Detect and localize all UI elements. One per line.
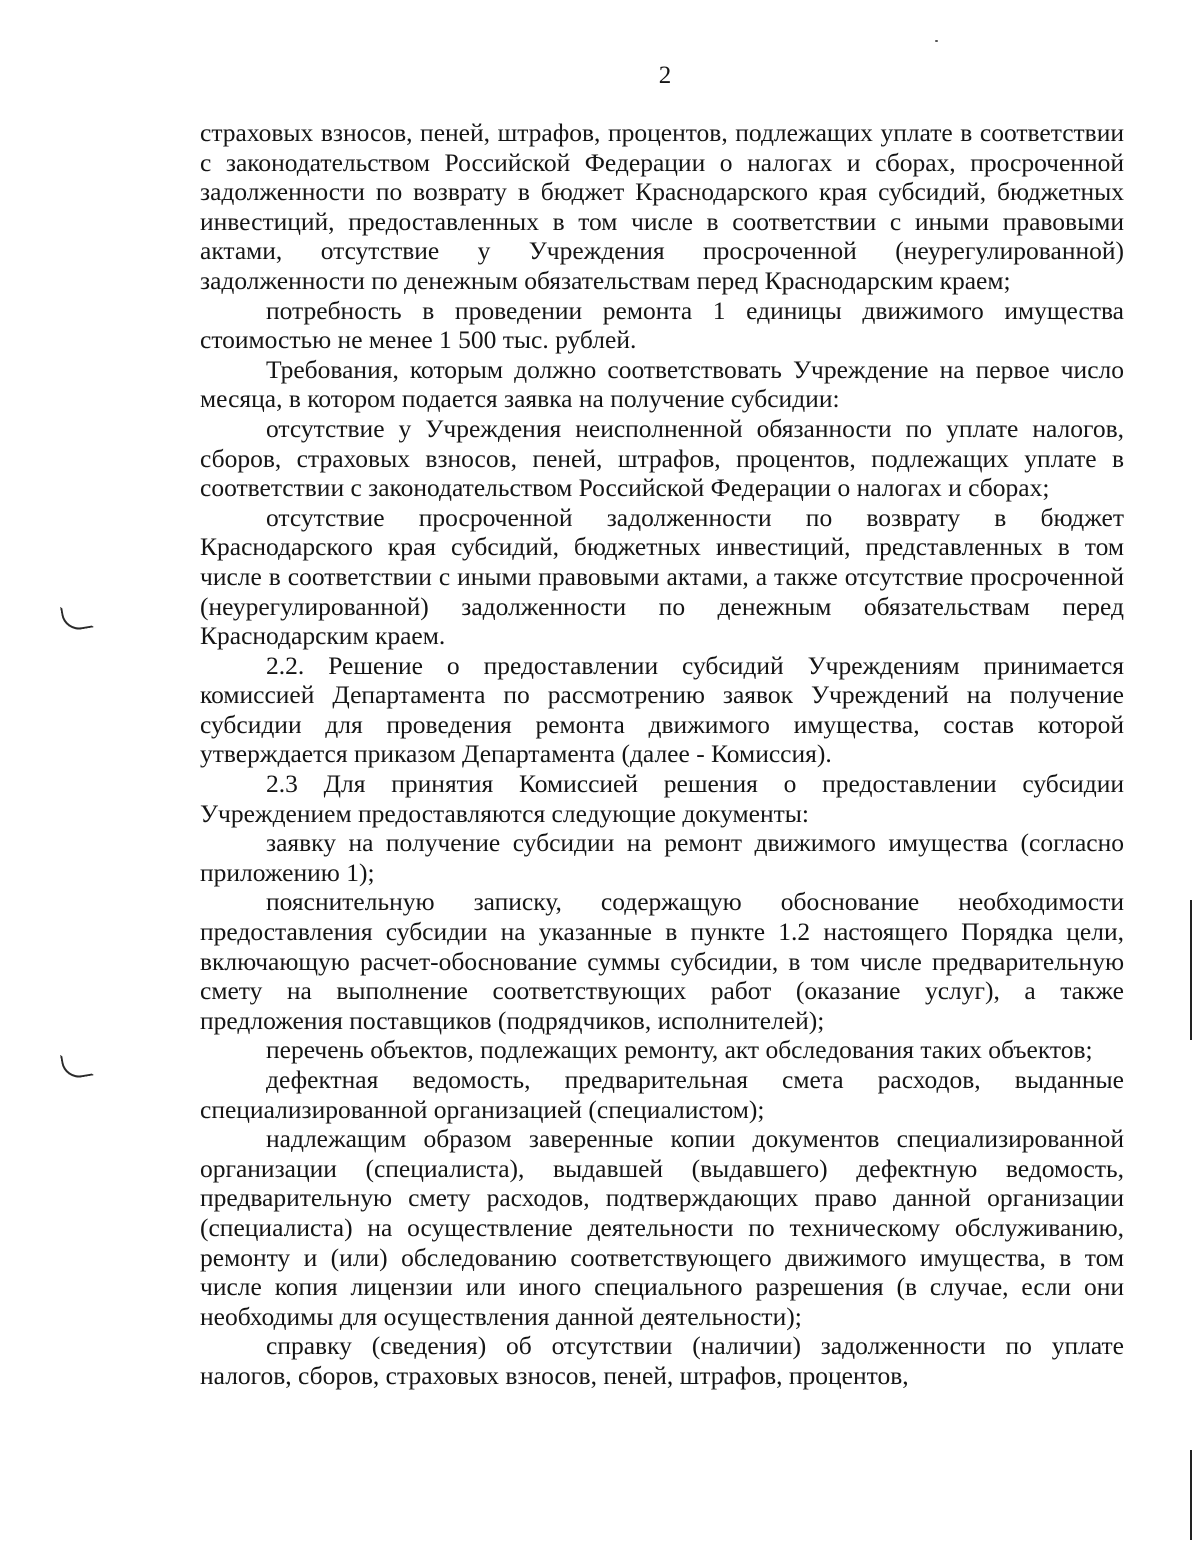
paragraph-no-overdue-debt: отсутствие просроченной задолженности по возврату в бюджет Краснодарского края субсидий, бюджетных инвестиций, представленных в том числе в соответствии с иными правовыми актами, а также отсутствие просроченной (неурегулированной) задолженности по денежным обязательствам перед Краснодарским краем. <box>200 502 1124 651</box>
paragraph-object-list: перечень объектов, подлежащих ремонту, акт обследования таких объектов; <box>266 1035 1093 1065</box>
paragraph-section-2-3: 2.3 Для принятия Комиссией решения о предоставлении субсидии Учреждением предоставляются следующие документы: <box>200 769 1124 828</box>
paragraph-section-2-2: 2.2. Решение о предоставлении субсидий Учреждениям принимается комиссией Департамента по рассмотрению заявок Учреждений на получение субсидии для проведения ремонта движимого имущества, состав которой утверждается приказом Департамента (далее - Комиссия). <box>200 650 1124 769</box>
paragraph-requirements-intro: Требования, которым должно соответствовать Учреждение на первое число месяца, в котором подается заявка на получение субсидии: <box>200 354 1124 414</box>
paragraph-debt-certificate: справку (сведения) об отсутствии (наличии) задолженности по уплате налогов, сборов, страховых взносов, пеней, штрафов, процентов, <box>200 1331 1124 1390</box>
punch-hole-mark-bottom <box>60 1050 94 1081</box>
paragraph-application: заявку на получение субсидии на ремонт движимого имущества (согласно приложению 1); <box>200 828 1124 887</box>
paragraph-no-tax-debt: отсутствие у Учреждения неисполненной обязанности по уплате налогов, сборов, страховых взносов, пеней, штрафов, процентов, подлежащих уплате в соответствии с законодательством Российской Федерации о налогах и сборах; <box>200 413 1124 503</box>
document-body <box>200 118 1124 1391</box>
paragraph-defect-statement: дефектная ведомость, предварительная смета расходов, выданные специализированной организацией (специалистом); <box>200 1065 1124 1124</box>
punch-hole-mark-top <box>60 602 94 633</box>
page-number: 2 <box>658 62 672 89</box>
scan-speck <box>935 40 938 42</box>
scan-edge-mark-lower <box>1190 1450 1192 1540</box>
scan-edge-mark <box>1190 900 1192 1040</box>
paragraph-repair-need: потребность в проведении ремонта 1 единицы движимого имущества стоимостью не менее 1 500 тыс. рублей. <box>200 295 1124 355</box>
paragraph-explanatory-note: пояснительную записку, содержащую обоснование необходимости предоставления субсидии на указанные в пункте 1.2 настоящего Порядка цели, включающую расчет-обоснование суммы субсидии, в том числе предварительную смету на выполнение соответствующих работ (оказание услуг), а также предложения поставщиков (подрядчиков, исполнителей); <box>200 887 1124 1035</box>
paragraph-continuation: страховых взносов, пеней, штрафов, процентов, подлежащих уплате в соответствии с законодательством Российской Федерации о налогах и сборах, просроченной задолженности по возврату в бюджет Краснодарского края субсидий, бюджетных инвестиций, предоставленных в том числе в соответствии с иными правовыми актами, отсутствие у Учреждения просроченной (неурегулированной) задолженности по денежным обязательствам перед Краснодарским краем; <box>200 118 1124 295</box>
paragraph-certified-copies: надлежащим образом заверенные копии документов специализированной организации (специалиста), выдавшей (выдавшего) дефектную ведомость, предварительную смету расходов, подтверждающих право данной организации (специалиста) на осуществление деятельности по техническому обслуживанию, ремонту и (или) обследованию соответствующего движимого имущества, в том числе копия лицензии или иного специального разрешения (в случае, если они необходимы для осуществления данной деятельности); <box>200 1124 1124 1331</box>
